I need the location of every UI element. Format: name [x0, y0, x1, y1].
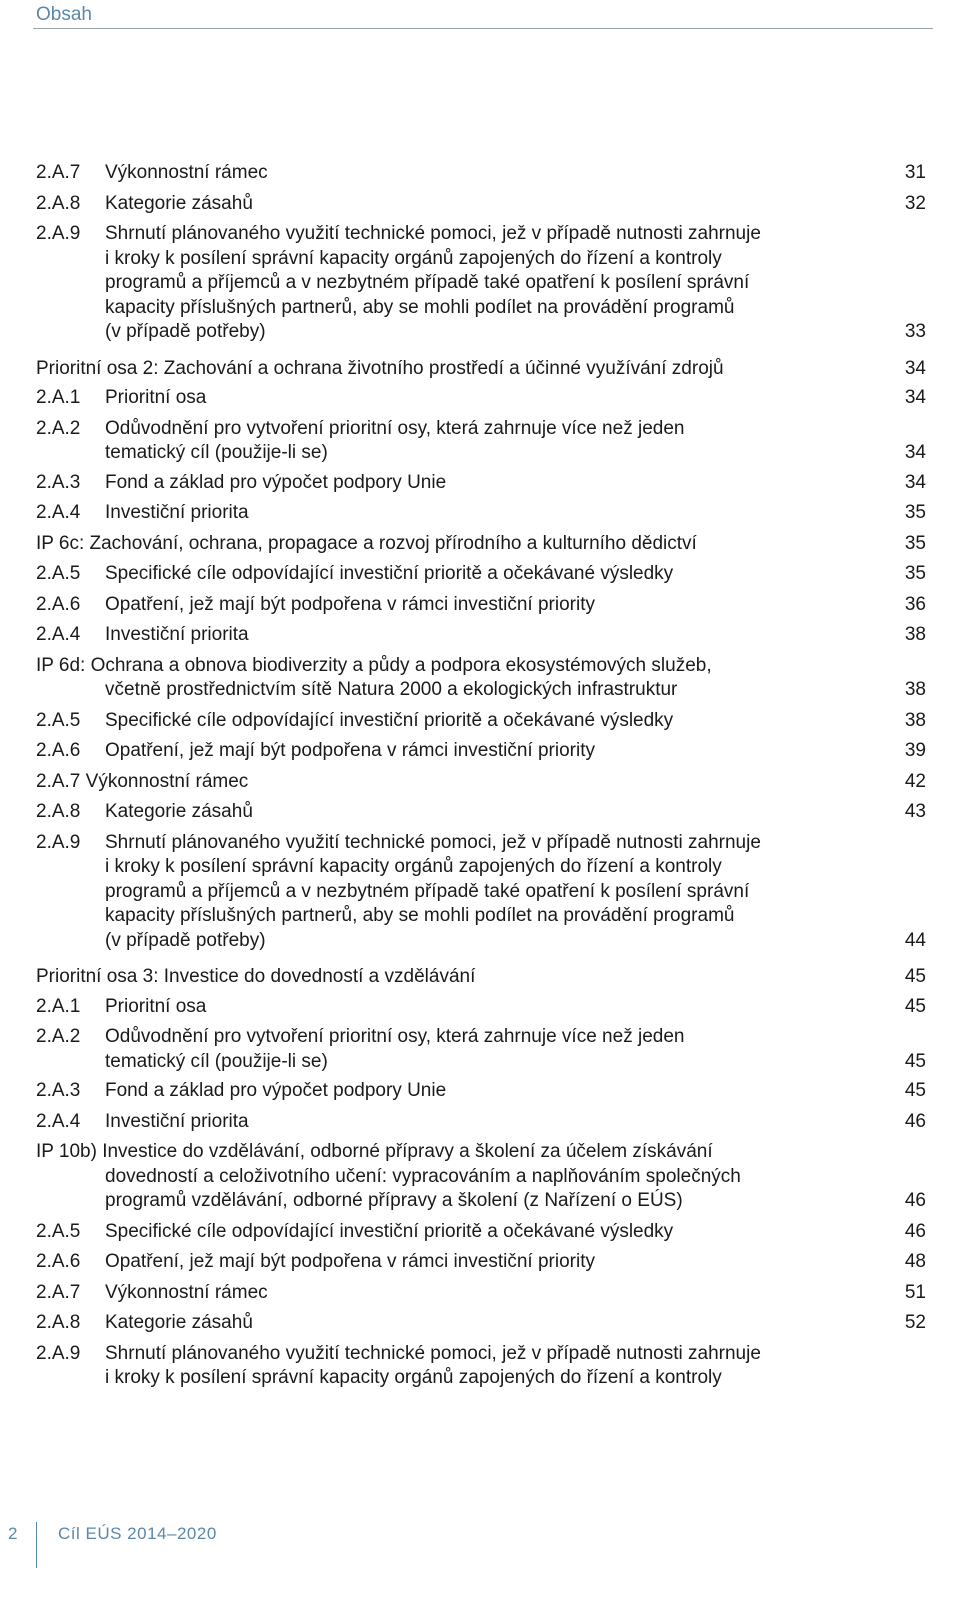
toc-entry-title	[105, 995, 926, 1020]
toc-entry[interactable]	[36, 995, 926, 1020]
toc-entry-title	[105, 1311, 926, 1336]
toc-entry-number: 2.A.8	[36, 1312, 81, 1333]
toc-entry-page: 38	[904, 679, 926, 700]
toc-entry-number: 2.A.3	[36, 471, 81, 493]
footer-divider	[36, 1522, 37, 1568]
toc-entry[interactable]	[36, 831, 926, 954]
toc-entry-number: 2.A.7	[36, 162, 81, 183]
toc-entry-title-line: IP 6c: Zachování, ochrana, propagace a rozvoj přírodního a kulturního dědictví	[36, 532, 697, 554]
toc-entry-number: 2.A.8	[36, 192, 81, 214]
toc-entry-page: 45	[904, 1080, 926, 1101]
toc-entry[interactable]	[36, 1281, 926, 1306]
toc-entry[interactable]	[36, 386, 926, 411]
toc-entry[interactable]	[36, 192, 926, 217]
toc-entry-title	[105, 471, 926, 496]
toc-entry-title-line: Opatření, jež mají být podpořena v rámci investiční priority	[105, 593, 595, 615]
toc-entry[interactable]	[36, 709, 926, 734]
toc-entry-title	[105, 1220, 926, 1245]
toc-entry[interactable]	[36, 1220, 926, 1245]
toc-entry-page: 43	[904, 801, 926, 822]
toc-entry-title-line: Kategorie zásahů	[105, 801, 253, 822]
toc-entry-title	[36, 770, 926, 795]
toc-entry-title-line: Shrnutí plánovaného využití technické pomoci, jež v případě nutnosti zahrnuje	[105, 831, 761, 853]
toc-entry-page: 38	[904, 709, 926, 731]
footer-title: Cíl EÚS 2014–2020	[58, 1524, 217, 1543]
toc-entry[interactable]	[36, 1110, 926, 1135]
toc-entry-page: 45	[904, 966, 926, 987]
toc-entry-title	[105, 1025, 926, 1074]
toc-entry-title	[105, 161, 926, 186]
toc-entry-title-line: Odůvodnění pro vytvoření prioritní osy, která zahrnuje více než jeden	[105, 417, 685, 439]
toc-entry-title-line: Specifické cíle odpovídající investiční prioritě a očekávané výsledky	[105, 563, 674, 584]
toc-entry-page: 52	[904, 1312, 926, 1333]
toc-entry-title-line: tematický cíl (použije-li se)	[105, 1050, 328, 1072]
toc-entry-title	[105, 593, 926, 618]
toc-entry[interactable]	[36, 593, 926, 618]
toc-entry[interactable]	[36, 501, 926, 526]
toc-entry-title-line: včetně prostřednictvím sítě Natura 2000 a ekologických infrastruktur	[105, 679, 678, 700]
toc-entry-number: 2.A.4	[36, 1110, 81, 1132]
toc-entry-title-line: IP 6d: Ochrana a obnova biodiverzity a půdy a podpora ekosystémových služeb,	[36, 654, 712, 676]
toc-entry-number: 2.A.1	[36, 995, 81, 1017]
toc-entry[interactable]	[36, 800, 926, 825]
toc-entry-title-line: tematický cíl (použije-li se)	[105, 442, 328, 463]
toc-entry-number: 2.A.9	[36, 223, 81, 244]
toc-entry-page: 34	[904, 471, 926, 493]
toc-entry-page: 32	[904, 192, 926, 214]
toc-entry-title-line: Odůvodnění pro vytvoření prioritní osy, která zahrnuje více než jeden	[105, 1026, 685, 1047]
toc-entry-title-line: 2.A.7 Výkonnostní rámec	[36, 770, 249, 792]
toc-entry-title-line: kapacity příslušných partnerů, aby se mohli podílet na provádění programů	[105, 296, 735, 318]
toc-entry-title	[105, 501, 926, 526]
toc-entry[interactable]	[36, 739, 926, 764]
toc-entry[interactable]	[36, 562, 926, 587]
toc-entry-title-line: Investiční priorita	[105, 624, 249, 645]
toc-entry-title-line: i kroky k posílení správní kapacity orgánů zapojených do řízení a kontroly	[105, 247, 722, 269]
toc-entry-title-line: Prioritní osa 3: Investice do dovedností a vzdělávání	[36, 966, 476, 987]
toc-entry-number: 2.A.6	[36, 1251, 81, 1272]
toc-entry-page: 51	[904, 1281, 926, 1303]
toc-entry-title-line: Kategorie zásahů	[105, 192, 253, 214]
toc-entry-title-line: i kroky k posílení správní kapacity orgánů zapojených do řízení a kontroly	[105, 856, 722, 877]
toc-entry-title	[36, 965, 926, 990]
toc-entry-page: 48	[904, 1251, 926, 1272]
toc-entry-page: 46	[904, 1110, 926, 1132]
toc-entry-page: 44	[904, 929, 926, 951]
toc-entry-title	[105, 562, 926, 587]
page-footer	[0, 1522, 960, 1608]
toc-entry-title	[105, 1110, 926, 1135]
toc-entry-page: 46	[904, 1190, 926, 1211]
toc-entry-title-line: Investiční priorita	[105, 1110, 249, 1132]
toc-entry[interactable]	[36, 1250, 926, 1275]
toc-entry-page: 34	[904, 387, 926, 408]
toc-entry-title	[105, 739, 926, 764]
toc-entry-page: 31	[904, 162, 926, 183]
toc-entry-title	[105, 800, 926, 825]
toc-entry-number: 2.A.1	[36, 387, 81, 408]
toc-entry[interactable]	[36, 471, 926, 496]
toc-entry-title-line: Fond a základ pro výpočet podpory Unie	[105, 1080, 447, 1101]
toc-entry-title-line: programů vzdělávání, odborné přípravy a školení (z Nařízení o EÚS)	[105, 1190, 683, 1211]
toc-entry[interactable]	[36, 965, 926, 990]
toc-entry-page: 38	[904, 624, 926, 645]
toc-entry-title-line: Prioritní osa 2: Zachování a ochrana životního prostředí a účinné využívání zdrojů	[36, 357, 724, 379]
table-of-contents	[36, 161, 926, 1391]
toc-entry[interactable]	[36, 654, 926, 703]
toc-entry-title	[105, 417, 926, 466]
toc-entry-number: 2.A.8	[36, 801, 81, 822]
toc-entry-title	[36, 654, 926, 703]
toc-entry-title-line: Kategorie zásahů	[105, 1312, 253, 1333]
toc-entry-title	[105, 709, 926, 734]
toc-entry-title	[105, 192, 926, 217]
toc-entry-title-line: i kroky k posílení správní kapacity orgánů zapojených do řízení a kontroly	[105, 1367, 722, 1388]
toc-entry-title-line: Shrnutí plánovaného využití technické pomoci, jež v případě nutnosti zahrnuje	[105, 1342, 761, 1364]
toc-entry-page: 34	[904, 442, 926, 463]
toc-entry-number: 2.A.9	[36, 1342, 81, 1364]
toc-entry-page: 34	[904, 357, 926, 379]
toc-entry-title	[36, 532, 926, 557]
toc-entry-page: 33	[904, 321, 926, 342]
toc-entry-page: 46	[904, 1220, 926, 1242]
toc-entry-number: 2.A.5	[36, 709, 81, 731]
toc-entry-number: 2.A.3	[36, 1080, 81, 1101]
toc-entry-number: 2.A.4	[36, 624, 81, 645]
toc-entry[interactable]	[36, 1025, 926, 1074]
toc-entry[interactable]	[36, 1079, 926, 1104]
toc-entry[interactable]	[36, 532, 926, 557]
header-title: Obsah	[36, 4, 92, 25]
toc-entry-title	[105, 831, 926, 954]
toc-entry-page: 45	[904, 1050, 926, 1072]
toc-entry-title-line: Fond a základ pro výpočet podpory Unie	[105, 471, 447, 493]
toc-entry-title-line: programů a příjemců a v nezbytném případě také opatření k posílení správní	[105, 880, 750, 902]
toc-entry-title	[105, 1281, 926, 1306]
toc-entry-page: 42	[904, 770, 926, 792]
toc-entry-page: 36	[904, 593, 926, 615]
toc-entry-title-line: kapacity příslušných partnerů, aby se mohli podílet na provádění programů	[105, 905, 735, 926]
toc-entry-page: 39	[904, 740, 926, 761]
footer-page-number: 2	[8, 1524, 18, 1543]
toc-entry-title	[36, 357, 926, 382]
toc-entry[interactable]	[36, 222, 926, 345]
toc-entry[interactable]	[36, 623, 926, 648]
toc-entry-title	[105, 222, 926, 345]
toc-entry-title-line: Výkonnostní rámec	[105, 162, 268, 183]
toc-entry-title-line: Výkonnostní rámec	[105, 1281, 268, 1303]
toc-entry[interactable]	[36, 161, 926, 186]
toc-entry-number: 2.A.5	[36, 1220, 81, 1242]
toc-entry-number: 2.A.7	[36, 1281, 81, 1303]
toc-entry-title	[36, 1140, 926, 1214]
toc-entry-title-line: programů a příjemců a v nezbytném případě také opatření k posílení správní	[105, 272, 750, 293]
toc-entry-page: 35	[904, 532, 926, 554]
toc-entry[interactable]	[36, 770, 926, 795]
toc-entry-number: 2.A.5	[36, 563, 81, 584]
toc-entry-number: 2.A.2	[36, 417, 81, 439]
toc-entry-title	[105, 1342, 926, 1391]
toc-entry-title-line: Prioritní osa	[105, 387, 207, 408]
toc-entry-title-line: dovedností a celoživotního učení: vypracováním a naplňováním společných	[105, 1165, 741, 1187]
toc-entry[interactable]	[36, 357, 926, 382]
toc-entry-page: 45	[904, 995, 926, 1017]
page-header	[33, 3, 933, 29]
toc-entry-title-line: Specifické cíle odpovídající investiční prioritě a očekávané výsledky	[105, 1220, 674, 1242]
toc-entry-title	[105, 1079, 926, 1104]
toc-entry-title-line: Opatření, jež mají být podpořena v rámci investiční priority	[105, 740, 595, 761]
toc-entry-title-line: Specifické cíle odpovídající investiční prioritě a očekávané výsledky	[105, 709, 674, 731]
toc-entry[interactable]	[36, 1311, 926, 1336]
toc-entry-title-line: (v případě potřeby)	[105, 929, 266, 951]
toc-entry-title-line: IP 10b) Investice do vzdělávání, odborné přípravy a školení za účelem získávání	[36, 1141, 713, 1162]
toc-entry-page: 35	[904, 502, 926, 523]
toc-entry-title-line: Opatření, jež mají být podpořena v rámci investiční priority	[105, 1251, 595, 1272]
toc-entry-title	[105, 386, 926, 411]
toc-entry[interactable]	[36, 417, 926, 466]
toc-entry-title-line: Shrnutí plánovaného využití technické pomoci, jež v případě nutnosti zahrnuje	[105, 223, 761, 244]
toc-entry-title	[105, 1250, 926, 1275]
toc-entry-title-line: Investiční priorita	[105, 502, 249, 523]
toc-entry-number: 2.A.2	[36, 1026, 81, 1047]
toc-entry-page: 35	[904, 563, 926, 584]
toc-entry-title-line: Prioritní osa	[105, 995, 207, 1017]
toc-entry[interactable]	[36, 1342, 926, 1391]
toc-entry-number: 2.A.4	[36, 502, 81, 523]
toc-entry-number: 2.A.6	[36, 593, 81, 615]
toc-entry-number: 2.A.9	[36, 831, 81, 853]
toc-entry-number: 2.A.6	[36, 740, 81, 761]
toc-entry-title	[105, 623, 926, 648]
toc-entry[interactable]	[36, 1140, 926, 1214]
toc-entry-title-line: (v případě potřeby)	[105, 321, 266, 342]
